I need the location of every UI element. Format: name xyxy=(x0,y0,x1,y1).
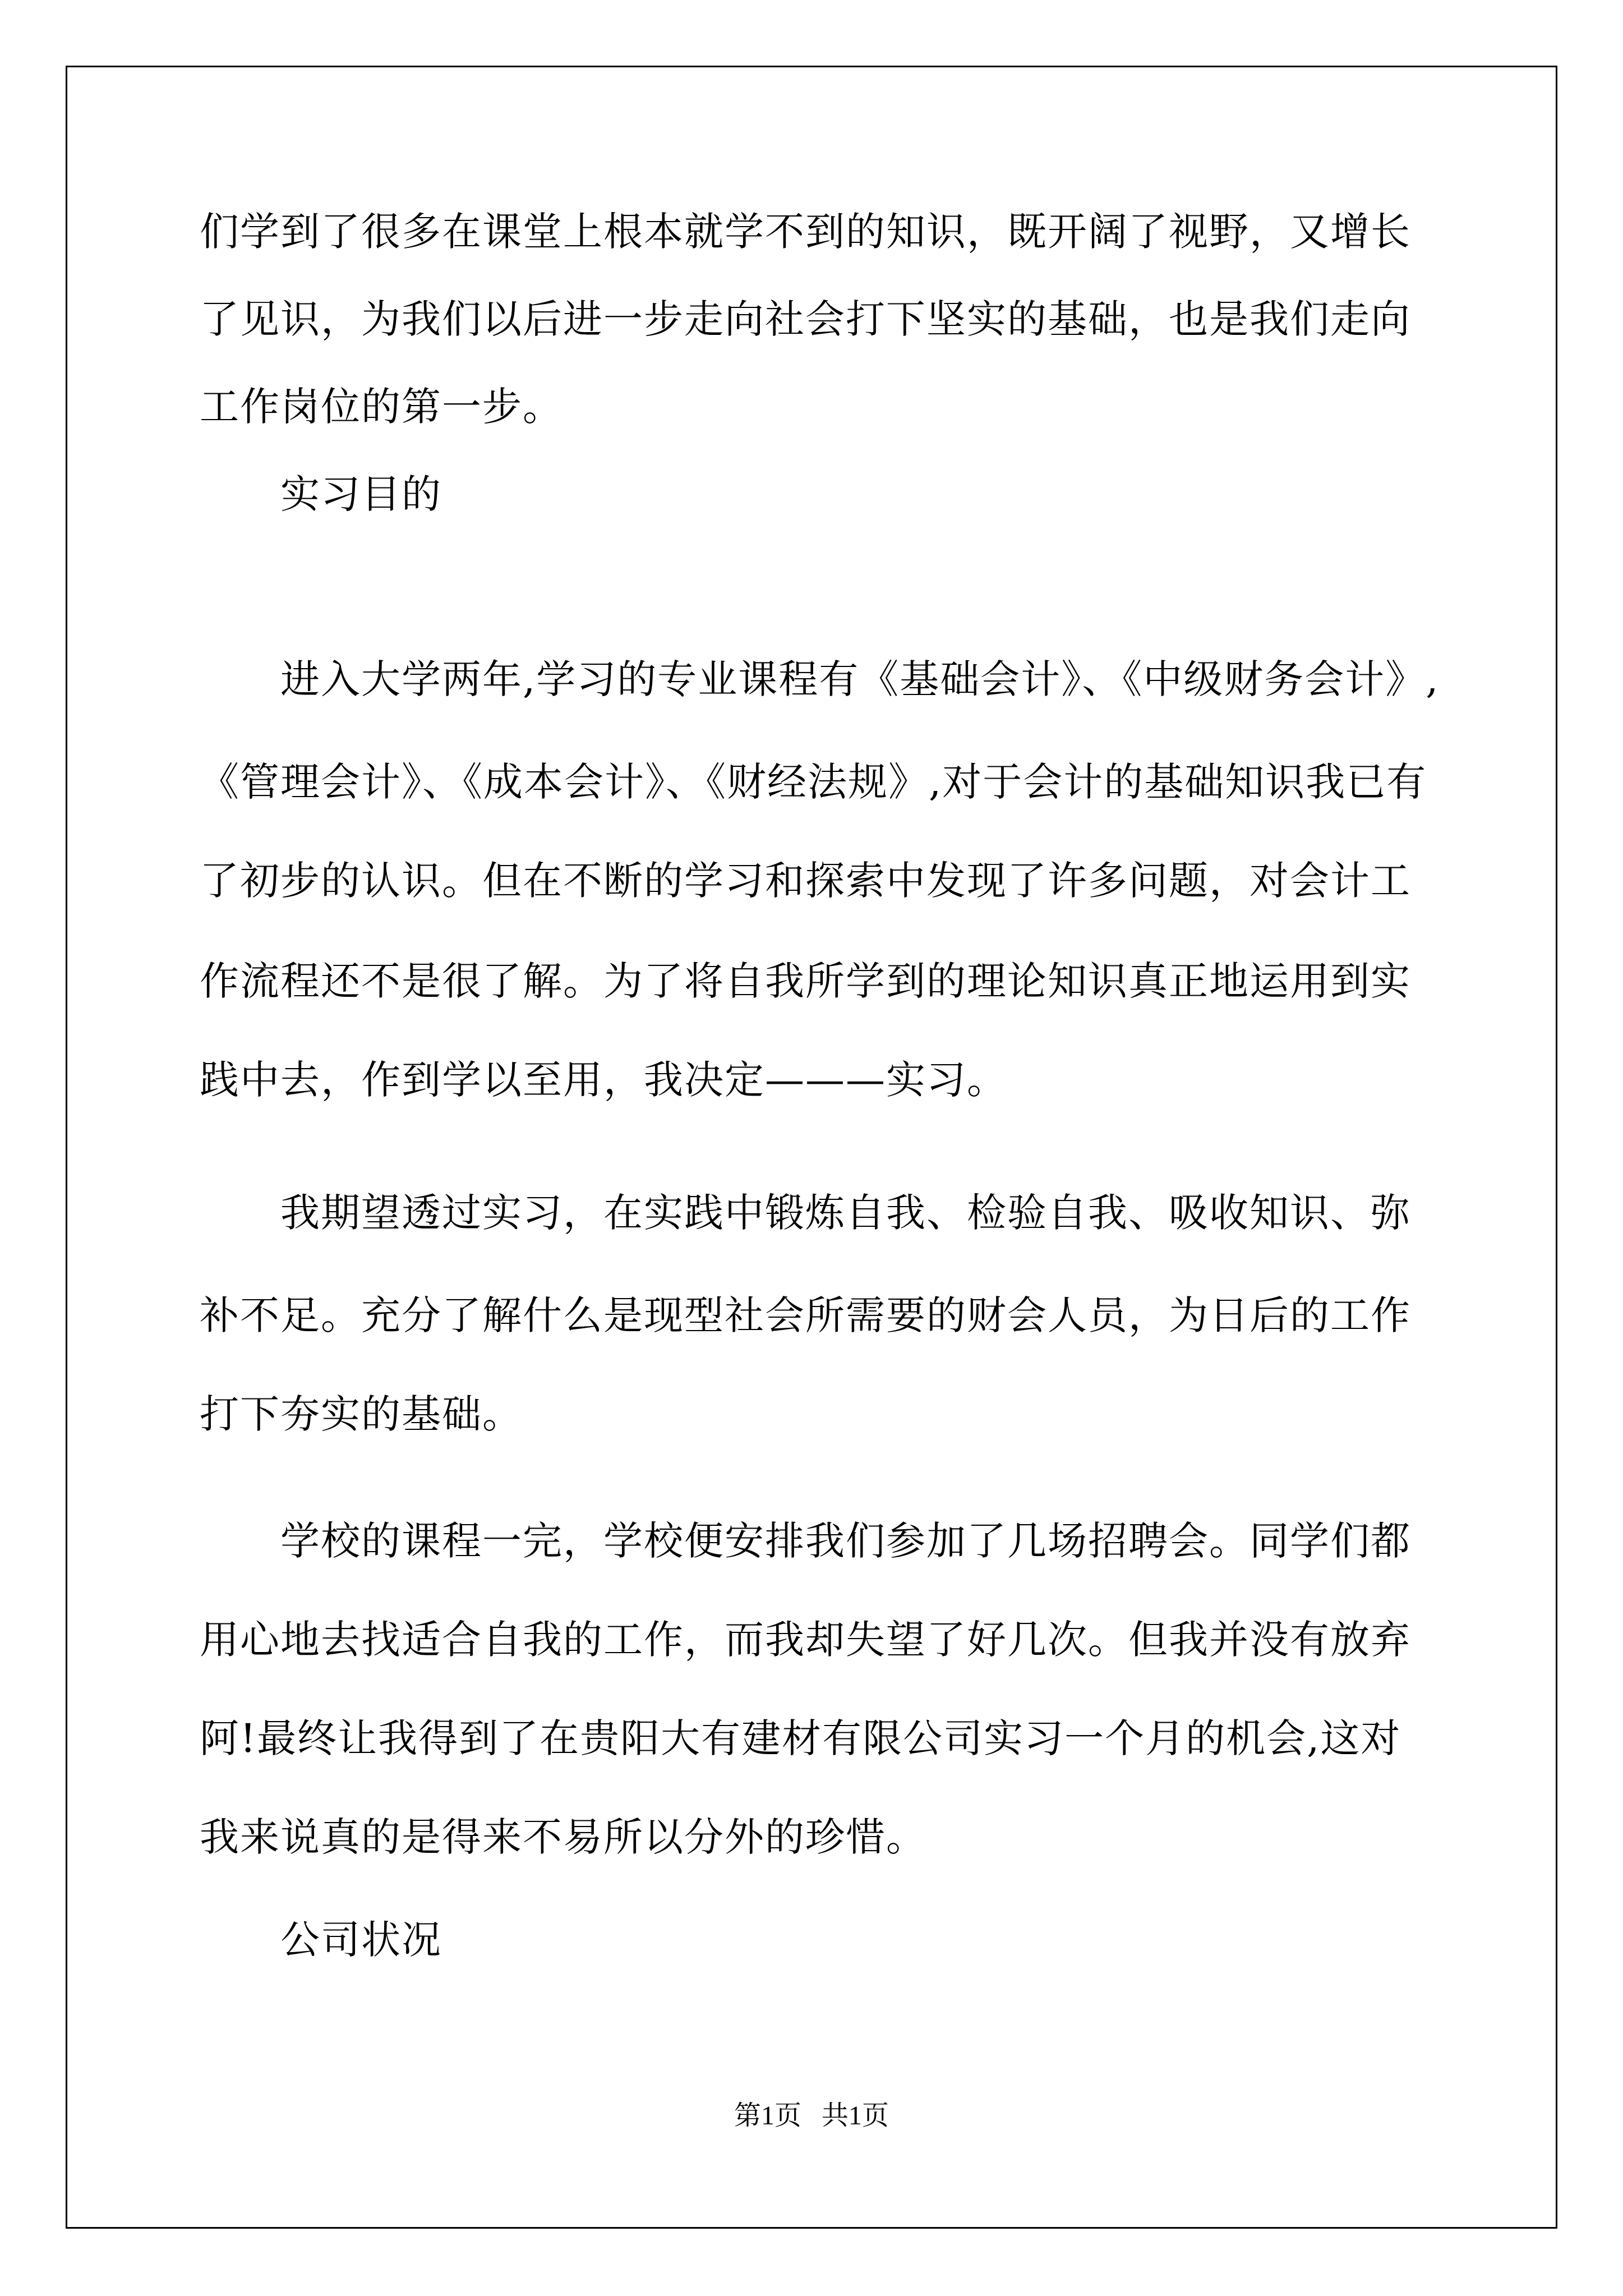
text-line: 进入大学两年,学习的专业课程有《基础会计》、《中级财务会计》, xyxy=(280,656,1440,702)
text-line: 学校的课程一完，学校便安排我们参加了几场招聘会。同学们都 xyxy=(280,1518,1411,1564)
text-line: 《管理会计》、《成本会计》、《财经法规》,对于会计的基础知识我已有 xyxy=(200,759,1427,805)
text-line: 作流程还不是很了解。为了将自我所学到的理论知识真正地运用到实 xyxy=(200,958,1411,1004)
text-line: 工作岗位的第一步。 xyxy=(200,384,563,430)
section-heading: 公司状况 xyxy=(280,1917,442,1963)
section-heading: 实习目的 xyxy=(280,471,442,517)
page-number-footer: 第1页 共1页 xyxy=(734,2101,889,2131)
text-line: 阿!最终让我得到了在贵阳大有建材有限公司实习一个月的机会,这对 xyxy=(200,1715,1401,1761)
text-line: 践中去，作到学以至用，我决定———实习。 xyxy=(200,1057,1007,1103)
text-line: 们学到了很多在课堂上根本就学不到的知识，既开阔了视野，又增长 xyxy=(200,209,1411,255)
text-line: 打下夯实的基础。 xyxy=(200,1391,523,1437)
text-line: 补不足。充分了解什么是现型社会所需要的财会人员，为日后的工作 xyxy=(200,1292,1411,1338)
text-line: 用心地去找适合自我的工作，而我却失望了好几次。但我并没有放弃 xyxy=(200,1617,1411,1663)
text-line: 了初步的认识。但在不断的学习和探索中发现了许多问题，对会计工 xyxy=(200,858,1411,904)
text-line: 了见识，为我们以后进一步走向社会打下坚实的基础，也是我们走向 xyxy=(200,296,1411,342)
text-line: 我期望透过实习，在实践中锻炼自我、检验自我、吸收知识、弥 xyxy=(280,1190,1411,1236)
text-line: 我来说真的是得来不易所以分外的珍惜。 xyxy=(200,1814,926,1860)
